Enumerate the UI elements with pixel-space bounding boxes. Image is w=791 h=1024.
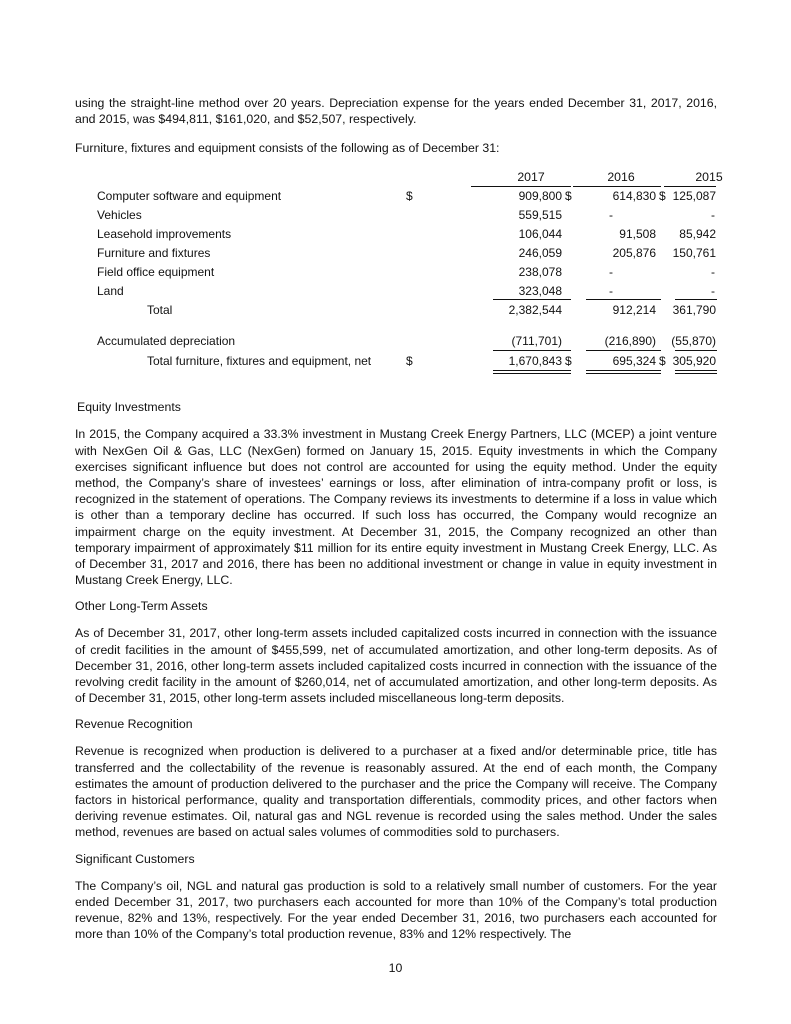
subtotal-rule-2017	[493, 299, 571, 300]
table-row	[75, 332, 717, 350]
dollar-sign: $	[565, 189, 572, 204]
net-rule-2017	[493, 350, 571, 351]
value-2016: -	[609, 284, 613, 299]
row-label: Computer software and equipment	[97, 189, 282, 204]
table-intro: Furniture, fixtures and equipment consists of the following as of December 31:	[75, 141, 500, 156]
revenue-heading: Revenue Recognition	[75, 717, 193, 732]
dollar-sign: $	[406, 189, 413, 204]
value-2015: 150,761	[672, 246, 716, 261]
value-2017: 106,044	[518, 227, 562, 242]
value-2015: 305,920	[672, 354, 716, 369]
value-2015: -	[711, 265, 715, 280]
value-2016: (216,890)	[604, 334, 656, 349]
row-label: Land	[97, 284, 124, 299]
dollar-sign: $	[565, 354, 572, 369]
table-row	[75, 263, 717, 281]
table-row-net	[75, 352, 717, 370]
value-2017: 909,800	[518, 189, 562, 204]
equity-paragraph: In 2015, the Company acquired a 33.3% investment in Mustang Creek Energy Partners, LLC (MCEP) a joint venture with NexGen Oil & Gas, LLC (NexGen) formed on January 15, 2015. Equity investments in which the Company exercises significant influence but does not control are accounted for using the equity method. Under the equity method, the Company’s share of investees’ earnings or loss, after elimination of intra-company profit or loss, is recognized in the statement of operations. The Company reviews its investments to determine if a loss in value which is other than a temporary decline has occurred. If such loss has occurred, the Company would recognize an impairment charge on the equity investment. At December 31, 2015, the Company recognized an other than temporary impairment of approximately $11 million for its entire equity investment in Mustang Creek Energy, LLC. As of December 31, 2017 and 2016, there has been no additional investment or change in value in equity investment in Mustang Creek Energy, LLC.	[75, 427, 717, 588]
document-page	[75, 95, 723, 942]
customers-heading: Significant Customers	[75, 851, 195, 866]
table-row-total	[75, 301, 717, 319]
ffe-table	[75, 170, 723, 376]
year-header-2017: 2017	[517, 170, 545, 185]
table-row	[75, 225, 717, 243]
revenue-paragraph: Revenue is recognized when production is delivered to a purchaser at a fixed and/or determinable price, title has transferred and the collectability of the revenue is reasonably assured. At the end of each month, the Company estimates the amount of production delivered to the purchaser and the price the Company will receive. The Company factors in historical performance, quality and transportation differentials, commodity prices, and other factors when deriving revenue estimates. Oil, natural gas and NGL revenue is recorded using the sales method. Under the sales method, revenues are based on actual sales volumes of commodities sold to purchasers.	[75, 744, 717, 840]
value-2015: 85,942	[679, 227, 716, 242]
value-2017: 1,670,843	[508, 354, 562, 369]
row-label: Leasehold improvements	[97, 227, 232, 242]
row-label: Field office equipment	[97, 265, 215, 280]
value-2017: 323,048	[518, 284, 562, 299]
value-2016: -	[609, 265, 613, 280]
row-label: Accumulated depreciation	[97, 334, 236, 349]
table-row	[75, 244, 717, 262]
value-2017: 246,059	[518, 246, 562, 261]
dollar-sign: $	[659, 354, 666, 369]
value-2016: 91,508	[619, 227, 656, 242]
value-2017: 238,078	[518, 265, 562, 280]
value-2015: 361,790	[672, 303, 716, 318]
total-double-rule-2015	[675, 370, 717, 374]
dollar-sign: $	[659, 189, 666, 204]
row-label: Total	[147, 303, 173, 318]
value-2017: 2,382,544	[508, 303, 562, 318]
total-double-rule-2016	[586, 370, 661, 374]
other-assets-paragraph: As of December 31, 2017, other long-term assets included capitalized costs incurred in connection with the issuance of credit facilities in the amount of $455,599, net of accumulated amortization, and other long-term deposits. As of December 31, 2016, other long-term assets included capitalized costs incurred in connection with the issuance of the revolving credit facility in the amount of $260,014, net of accumulated amortization, and other long-term deposits. As of December 31, 2015, other long-term assets included miscellaneous long-term deposits.	[75, 626, 717, 706]
customers-paragraph: The Company’s oil, NGL and natural gas production is sold to a relatively small number of customers. For the year ended December 31, 2017, two purchasers each accounted for more than 10% of the Company’s total production revenue, 82% and 13%, respectively. For the year ended December 31, 2016, two purchasers each accounted for more than 10% of the Company’s total production revenue, 83% and 12% respectively. The	[75, 878, 717, 942]
depreciation-paragraph: using the straight-line method over 20 years. Depreciation expense for the years ended December 31, 2017, 2016, and 2015, was $494,811, $161,020, and $52,507, respectively.	[75, 96, 717, 127]
value-2017: (711,701)	[511, 334, 562, 349]
year-header-2015: 2015	[695, 170, 723, 185]
total-double-rule-2017	[493, 370, 571, 374]
other-assets-heading: Other Long-Term Assets	[75, 599, 208, 614]
table-row	[75, 187, 717, 205]
value-2016: 695,324	[612, 354, 656, 369]
row-label: Total furniture, fixtures and equipment, net	[147, 354, 372, 369]
dollar-sign: $	[406, 354, 413, 369]
value-2016: -	[609, 208, 613, 223]
page-number: 10	[388, 961, 403, 975]
value-2016: 614,830	[612, 189, 656, 204]
subtotal-rule-2015	[675, 299, 717, 300]
value-2015: (55,870)	[671, 334, 716, 349]
subtotal-rule-2016	[586, 299, 661, 300]
table-row	[75, 282, 717, 300]
net-rule-2016	[586, 350, 661, 351]
value-2015: 125,087	[672, 189, 716, 204]
net-rule-2015	[675, 350, 717, 351]
value-2016: 912,214	[612, 303, 656, 318]
row-label: Furniture and fixtures	[97, 246, 211, 261]
value-2016: 205,876	[612, 246, 656, 261]
row-label: Vehicles	[97, 208, 142, 223]
year-header-2016: 2016	[607, 170, 635, 185]
value-2017: 559,515	[518, 208, 562, 223]
value-2015: -	[711, 208, 715, 223]
equity-heading: Equity Investments	[77, 400, 181, 415]
value-2015: -	[711, 284, 715, 299]
table-row	[75, 206, 717, 224]
